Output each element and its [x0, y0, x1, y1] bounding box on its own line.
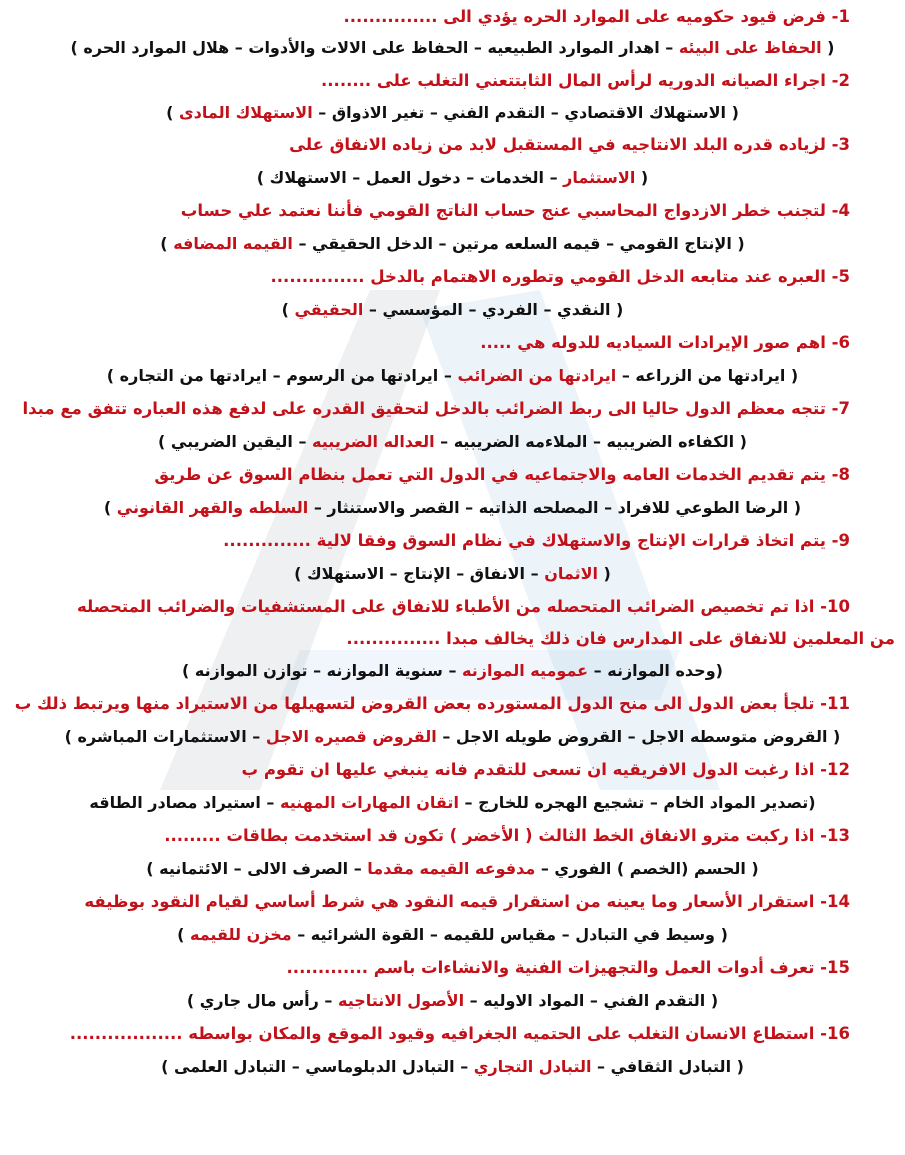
question-text: لزياده قدره البلد الانتاجيه في المستقبل لابد من زياده الانفاق على — [289, 135, 826, 154]
option-text: – اليقين الضريبي ) — [158, 432, 313, 451]
correct-answer: العداله الضريبيه — [312, 432, 435, 451]
correct-answer: اتقان المهارات المهنيه — [280, 793, 459, 812]
question-text: تتجه معظم الدول حاليا الى ربط الضرائب بالدخل لتحقيق القدره على لدفع هذه العباره تتفق مع مبدا — [22, 399, 826, 418]
question-text: اذا تم تخصيص الضرائب المتحصله من الأطباء للانفاق على المستشفيات والضرائب المتحصله — [77, 597, 815, 616]
question-number: 6- — [831, 333, 850, 352]
correct-answer: الاثمان — [544, 564, 598, 583]
question-text: اجراء الصيانه الدوريه لرأس المال الثابتتعني التغلب على ........ — [321, 71, 826, 90]
option-text: ( التبادل الثقافي – — [591, 1057, 744, 1076]
options-16 — [0, 1050, 905, 1083]
question-number: 9- — [831, 531, 850, 550]
question-number: 7- — [831, 399, 850, 418]
question-5 — [0, 260, 905, 293]
correct-answer: مخزن للقيمه — [190, 925, 292, 944]
question-6 — [0, 326, 905, 359]
question-number: 14- — [820, 892, 850, 911]
option-text: – الصرف الالى – الائتمانيه ) — [146, 859, 368, 878]
question-number: 4- — [831, 201, 850, 220]
option-text: ) — [177, 925, 190, 944]
question-number: 15- — [820, 958, 850, 977]
question-text: تلجأ بعض الدول الى منح الدول المستورده بعض القروض لتسهيلها من الاستيراد منها ويرتبط ذلك ب — [14, 694, 815, 713]
question-text: اذا رغبت الدول الافريقيه ان تسعى للتقدم فانه ينبغي عليها ان تقوم ب — [241, 760, 815, 779]
option-text: ( — [597, 564, 611, 583]
option-text: ( النقدي – الفردي – المؤسسي – — [363, 300, 624, 319]
option-text: ( — [821, 38, 835, 57]
correct-answer: الاستثمار — [563, 168, 636, 187]
question-text: تعرف أدوات العمل والتجهيزات الفنية والانشاءات باسم ............. — [286, 958, 815, 977]
option-text: ( الإنتاج القومي – قيمه السلعه مرتين – الدخل الحقيقي – — [292, 234, 745, 253]
option-text: ( الحسم (الخصم ) الفوري – — [535, 859, 759, 878]
options-10 — [0, 654, 905, 687]
question-number: 12- — [820, 760, 850, 779]
option-text: ) — [160, 234, 174, 253]
options-9 — [0, 557, 905, 590]
question-number: 5- — [831, 267, 850, 286]
option-text: ( وسيط في التبادل – مقياس للقيمه – القوة الشرائيه – — [291, 925, 728, 944]
question-number: 16- — [820, 1024, 850, 1043]
options-3 — [0, 161, 905, 194]
question-number: 11- — [820, 694, 850, 713]
question-number: 10- — [820, 597, 850, 616]
option-text: ) — [166, 103, 179, 122]
option-text: – الخدمات – دخول العمل – الاستهلاك ) — [256, 168, 564, 187]
options-1 — [0, 31, 905, 64]
option-text: – ايرادتها من الرسوم – ايرادتها من التجاره ) — [106, 366, 458, 385]
option-text: ( ايرادتها من الزراعه – — [616, 366, 799, 385]
question-text: فرض قيود حكوميه على الموارد الحره يؤدي الى ............... — [343, 7, 826, 26]
option-text: ) — [281, 300, 295, 319]
options-11 — [0, 720, 905, 753]
option-text: – رأس مال جاري ) — [186, 991, 338, 1010]
question-text: استقرار الأسعار وما يعينه من استقرار قيمه النقود هي شرط أساسي لقيام النقود بوظيفه — [84, 892, 815, 911]
options-13 — [0, 852, 905, 885]
question-text: استطاع الانسان التغلب على الحتميه الجغرافيه وقيود الموقع والمكان بواسطه .................. — [69, 1024, 815, 1043]
option-text: ( الرضا الطوعي للافراد – المصلحه الذاتيه – القصر والاستنثار – — [308, 498, 802, 517]
question-4 — [0, 194, 905, 227]
question-text: العبره عند متابعه الدخل القومي وتطوره الاهتمام بالدخل ............... — [270, 267, 826, 286]
question-text: اهم صور الإيرادات السياديه للدوله هي ..... — [480, 333, 826, 352]
question-15 — [0, 951, 905, 984]
option-text: – التبادل الدبلوماسي – التبادل العلمى ) — [161, 1057, 474, 1076]
options-6 — [0, 359, 905, 392]
options-7 — [0, 425, 905, 458]
question-10-continuation — [0, 622, 905, 655]
question-number: 8- — [831, 465, 850, 484]
option-text: – اهدار الموارد الطبيعيه – الحفاظ على الالات والأدوات – هلال الموارد الحره ) — [70, 38, 679, 57]
question-7 — [0, 392, 905, 425]
correct-answer: الاستهلاك المادى — [178, 103, 313, 122]
options-12 — [0, 786, 905, 819]
question-text: من المعلمين للانفاق على المدارس فان ذلك يخالف مبدا ............... — [346, 629, 895, 648]
option-text: (وحده الموازنه – — [588, 661, 723, 680]
option-text: (تصدير المواد الخام – تشجيع الهجره للخارج – — [458, 793, 816, 812]
question-16 — [0, 1017, 905, 1050]
correct-answer: التبادل التجاري — [473, 1057, 592, 1076]
correct-answer: مدفوعه القيمه مقدما — [367, 859, 536, 878]
option-text: ( — [635, 168, 649, 187]
question-number: 1- — [831, 7, 850, 26]
options-14 — [0, 918, 905, 951]
correct-answer: القيمه المضافه — [173, 234, 293, 253]
question-number: 3- — [831, 135, 850, 154]
option-text: ( القروض متوسطه الاجل – القروض طويله الاجل – — [436, 727, 841, 746]
question-1 — [0, 0, 905, 33]
options-4 — [0, 227, 905, 260]
correct-answer: الحفاظ على البيئه — [678, 38, 822, 57]
option-text: ( التقدم الفني – المواد الاوليه – — [464, 991, 719, 1010]
question-number: 13- — [820, 826, 850, 845]
option-text: – استيراد مصادر الطاقه — [89, 793, 280, 812]
correct-answer: الحقيقي — [294, 300, 364, 319]
options-8 — [0, 491, 905, 524]
question-12 — [0, 753, 905, 786]
option-text: ( الاستهلاك الاقتصادي – التقدم الفني – تغير الاذواق – — [312, 103, 739, 122]
question-text: لتجنب خطر الازدواج المحاسبي عنج حساب الناتج القومي فأننا نعتمد علي حساب — [180, 201, 826, 220]
question-text: يتم تقديم الخدمات العامه والاجتماعيه في الدول التي تعمل بنظام السوق عن طريق — [154, 465, 826, 484]
option-text: ( الكفاءه الضريبيه – الملاءمه الضريبيه – — [434, 432, 747, 451]
option-text: – الاستثمارات المباشره ) — [64, 727, 266, 746]
question-11 — [0, 687, 905, 720]
option-text: – الانفاق – الإنتاج – الاستهلاك ) — [294, 564, 545, 583]
question-text: اذا ركبت مترو الانفاق الخط الثالث ( الأخضر ) تكون قد استخدمت بطاقات ......... — [164, 826, 815, 845]
correct-answer: عموميه الموازنه — [462, 661, 589, 680]
correct-answer: السلطه والقهر القانوني — [116, 498, 309, 517]
question-13 — [0, 819, 905, 852]
question-14 — [0, 885, 905, 918]
question-9 — [0, 524, 905, 557]
options-2 — [0, 96, 905, 129]
option-text: ) — [103, 498, 117, 517]
question-10 — [0, 590, 905, 623]
options-15 — [0, 984, 905, 1017]
correct-answer: ايرادتها من الضرائب — [457, 366, 617, 385]
options-5 — [0, 293, 905, 326]
correct-answer: القروض قصيره الاجل — [265, 727, 437, 746]
question-text: يتم اتخاذ قرارات الإنتاج والاستهلاك في نظام السوق وفقا لالية .............. — [223, 531, 826, 550]
question-number: 2- — [831, 71, 850, 90]
question-2 — [0, 64, 905, 97]
correct-answer: الأصول الانتاجيه — [338, 991, 465, 1010]
question-8 — [0, 458, 905, 491]
question-3 — [0, 128, 905, 161]
option-text: – سنوية الموازنه – توازن الموازنه ) — [182, 661, 463, 680]
